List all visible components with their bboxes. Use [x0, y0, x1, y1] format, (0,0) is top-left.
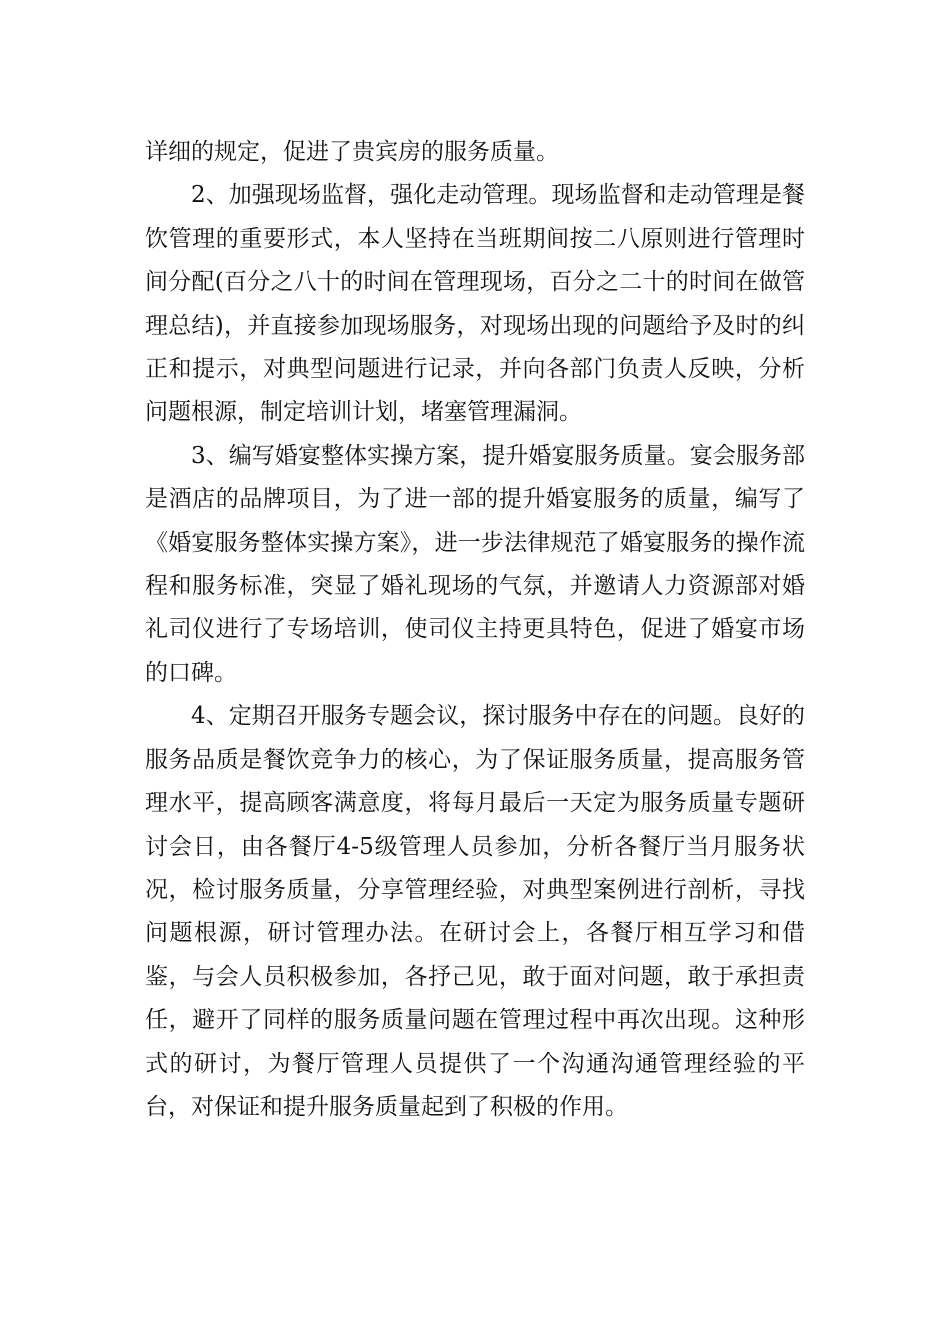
paragraph-item-4: 4、定期召开服务专题会议，探讨服务中存在的问题。良好的服务品质是餐饮竞争力的核心，为了保证服务质量，提高服务管理水平，提高顾客满意度，将每月最后一天定为服务质量专题研讨会日，由各餐厅4-5级管理人员参加，分析各餐厅当月服务状况，检讨服务质量，分享管理经验，对典型案例进行剖析，寻找问题根源，研讨管理办法。在研讨会上，各餐厅相互学习和借鉴，与会人员积极参加，各抒己见，敢于面对问题，敢于承担责任，避开了同样的服务质量问题在管理过程中再次出现。这种形式的研讨，为餐厅管理人员提供了一个沟通沟通管理经验的平台，对保证和提升服务质量起到了积极的作用。 — [145, 703, 805, 1120]
document-body — [145, 131, 805, 1129]
paragraph-item-2: 2、加强现场监督，强化走动管理。现场监督和走动管理是餐饮管理的重要形式，本人坚持在当班期间按二八原则进行管理时间分配(百分之八十的时间在管理现场，百分之二十的时间在做管理总结)，并直接参加现场服务，对现场出现的问题给予及时的纠正和提示，对典型问题进行记录，并向各部门负责人反映，分析问题根源，制定培训计划，堵塞管理漏洞。 — [145, 182, 805, 426]
paragraph-item-3: 3、编写婚宴整体实操方案，提升婚宴服务质量。宴会服务部是酒店的品牌项目，为了进一部的提升婚宴服务的质量，编写了《婚宴服务整体实操方案》，进一步法律规范了婚宴服务的操作流程和服务标准，突显了婚礼现场的气氛，并邀请人力资源部对婚礼司仪进行了专场培训，使司仪主持更具特色，促进了婚宴市场的口碑。 — [145, 442, 805, 686]
paragraph-continuation: 详细的规定，促进了贵宾房的服务质量。 — [145, 139, 559, 165]
